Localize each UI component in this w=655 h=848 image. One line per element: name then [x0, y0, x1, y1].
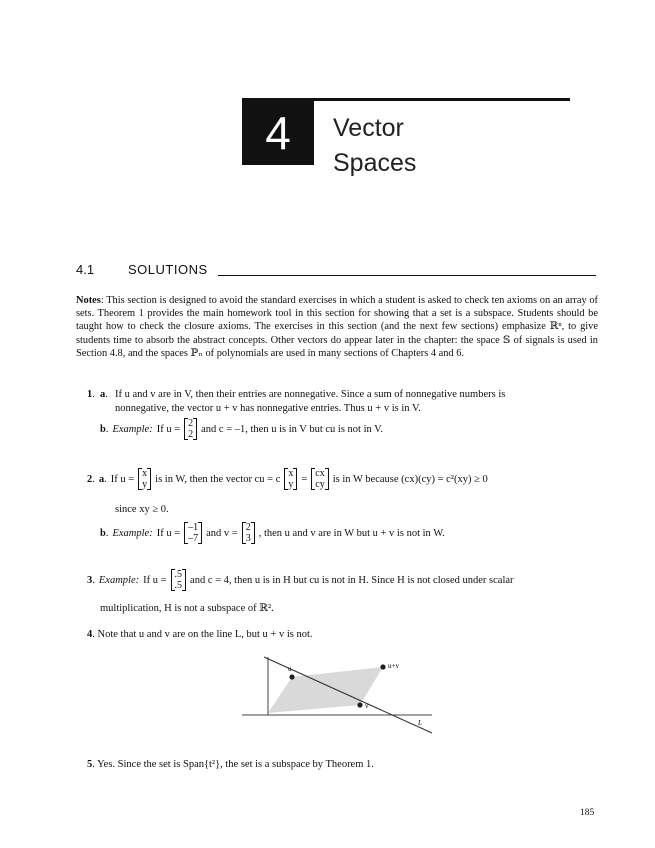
ex5	[87, 758, 374, 771]
point-u-plus-v	[380, 664, 385, 669]
label-u: u	[288, 665, 292, 673]
ex2a-since: since xy ≥ 0.	[115, 504, 169, 515]
point-v	[357, 702, 362, 707]
label-L: L	[418, 719, 422, 727]
ex1b-if: If u =	[156, 423, 181, 435]
ex2a-matrix2: x y	[284, 468, 297, 490]
ex3	[87, 569, 514, 591]
chapter-title-line2: Spaces	[333, 149, 417, 177]
ex2b-rest: , then u and v are in W but u + v is not in W.	[258, 527, 445, 539]
page-number: 185	[580, 808, 595, 818]
ex1b-matrix: 2 2	[184, 418, 197, 440]
chapter-title	[333, 111, 416, 181]
ex2a-rest: is in W because (cx)(cy) = c²(xy) ≥ 0	[332, 473, 488, 485]
ex2b-example: Example:	[112, 527, 153, 539]
ex2b-label: b.	[100, 527, 109, 539]
ex2a-if: If u =	[110, 473, 135, 485]
ex3-example: Example:	[98, 574, 140, 586]
ex2b-and: and v =	[206, 527, 238, 539]
ex2b	[100, 522, 445, 544]
point-u	[289, 674, 294, 679]
ex4-figure	[236, 653, 436, 737]
ex2b-if: If u =	[156, 527, 181, 539]
chapter-title-line1: Vector	[333, 114, 404, 142]
ex4	[87, 628, 313, 641]
ex3-line2: multiplication, H is not a subspace of ℝ².	[100, 603, 274, 614]
notes-text: : This section is designed to avoid the standard exercises in which a student is asked to check ten axioms on an array of sets. Theorem 1 provides the main homework tool in this section for showing that a set is a subspace. Students should be taught how to check the closure axioms. The exercises in this section (and the next few sections) emphasize ℝⁿ, to give students time to absorb the abstract concepts. Other vectors do appear later in the chapter: the space 𝕊 of signals is used in Section 4.8, and the spaces ℙₙ of polynomials are used in many sections of Chapters 4 and 6.	[76, 295, 598, 359]
ex4-text: Note that u and v are on the line L, but u + v is not.	[97, 629, 313, 640]
ex2a-eq: =	[301, 473, 308, 485]
ex2a	[87, 468, 488, 490]
ex1a-line2: nonnegative, the vector u + v has nonnegative entries. Thus u + v is in V.	[115, 402, 421, 414]
label-v: v	[365, 702, 369, 710]
notes-paragraph	[76, 294, 598, 360]
section-number: 4.1	[76, 262, 95, 277]
ex2b-matrix2: 2 3	[242, 522, 255, 544]
ex2a-label: a.	[98, 473, 107, 485]
ex2a-mid: is in W, then the vector cu = c	[155, 473, 281, 485]
label-u-plus-v: u+v	[388, 662, 399, 670]
ex1a-label: a.	[100, 389, 108, 400]
ex1b-example: Example:	[112, 423, 153, 435]
ex1b-label: b.	[100, 423, 109, 435]
ex1b-rest: and c = –1, then u is in V but cu is not in V.	[201, 423, 384, 435]
ex3-number: 3.	[87, 574, 95, 586]
ex1a-line1: If u and v are in V, then their entries are nonnegative. Since a sum of nonnegative numbers is	[115, 389, 506, 400]
ex2-number: 2.	[87, 473, 95, 485]
section-rule	[218, 275, 596, 276]
ex2a-matrix3: cx cy	[311, 468, 328, 490]
section-title: SOLUTIONS	[128, 262, 208, 277]
ex3-rest: and c = 4, then u is in H but cu is not in H. Since H is not closed under scalar	[190, 574, 514, 586]
ex2a-matrix1: x y	[138, 468, 151, 490]
chapter-number: 4	[265, 107, 291, 159]
ex4-number: 4.	[87, 629, 95, 640]
notes-label: Notes	[76, 295, 101, 306]
ex1b	[100, 418, 383, 440]
ex5-number: 5.	[87, 759, 95, 770]
ex3-matrix: .5 .5	[171, 569, 187, 591]
ex2b-matrix1: –1 –7	[184, 522, 202, 544]
ex1a-text	[115, 388, 560, 415]
ex1-number: 1.	[87, 389, 95, 400]
ex5-text: Yes. Since the set is Span{t²}, the set is a subspace by Theorem 1.	[97, 759, 374, 770]
ex3-if: If u =	[143, 574, 167, 586]
chapter-number-box	[242, 101, 314, 165]
section-heading	[76, 262, 596, 280]
